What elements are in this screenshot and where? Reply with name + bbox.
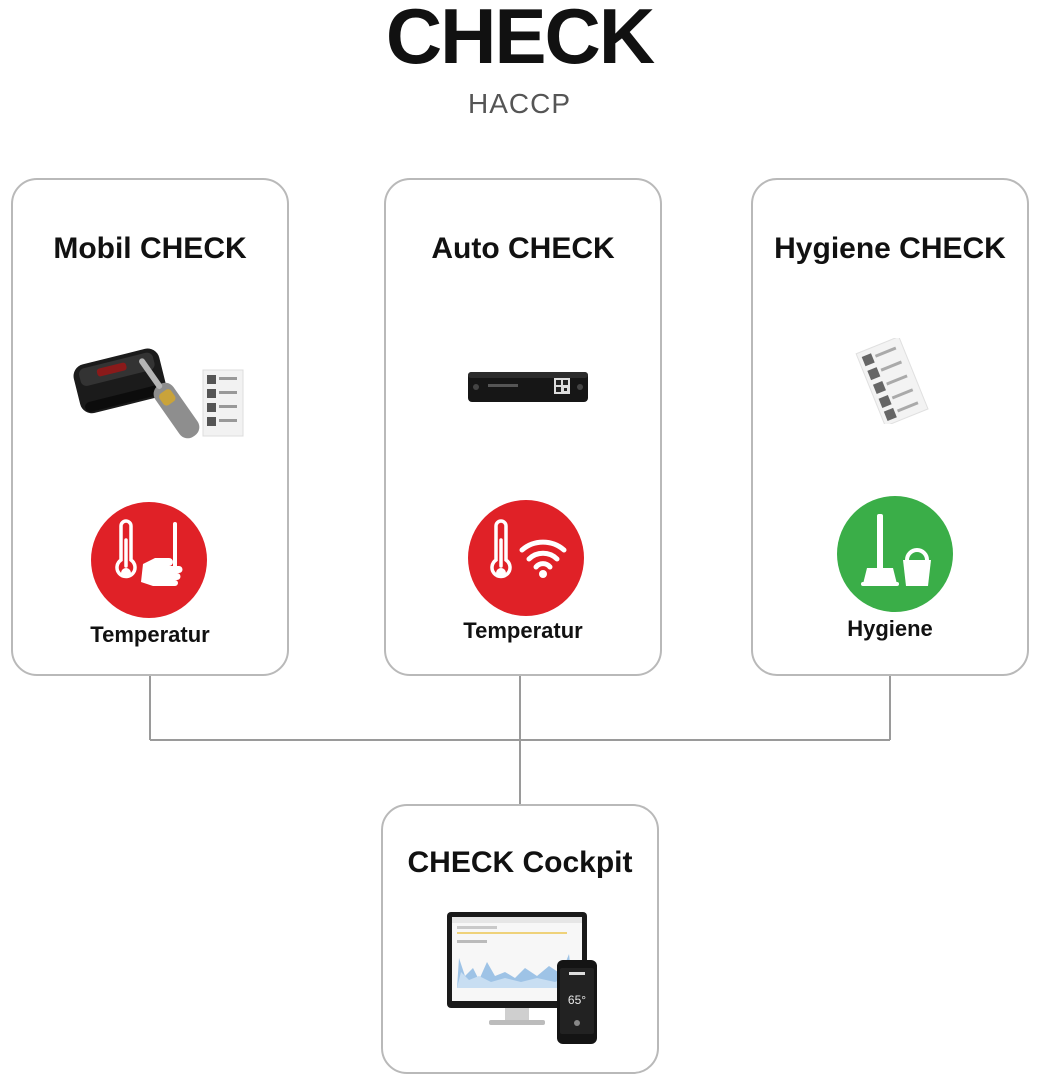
cockpit-devices-image: [445, 910, 601, 1050]
page-subtitle: HACCP: [467, 88, 571, 119]
card-auto-check[interactable]: [384, 178, 662, 676]
card-title-mobil: Mobil CHECK: [53, 232, 247, 265]
mobil-product-image: [69, 328, 249, 446]
card-title-hygiene: Hygiene CHECK: [774, 232, 1006, 265]
card-label-hygiene: Hygiene: [847, 616, 933, 641]
card-mobil-check[interactable]: [11, 178, 289, 676]
temperature-probe-badge: [91, 502, 207, 618]
auto-sensor-image: [466, 364, 590, 408]
card-title-auto: Auto CHECK: [431, 232, 615, 265]
card-label-auto: Temperatur: [463, 618, 583, 643]
phone-temperature-reading: 65°: [567, 993, 587, 1007]
temperature-wifi-badge: [468, 500, 584, 616]
page-title: CHECK: [385, 0, 654, 80]
card-title-cockpit: CHECK Cockpit: [407, 846, 633, 879]
card-hygiene-check[interactable]: [751, 178, 1029, 676]
card-label-mobil: Temperatur: [90, 622, 210, 647]
card-check-cockpit[interactable]: [381, 804, 659, 1074]
hygiene-qr-labels-image: [851, 338, 935, 424]
hygiene-badge: [837, 496, 953, 612]
